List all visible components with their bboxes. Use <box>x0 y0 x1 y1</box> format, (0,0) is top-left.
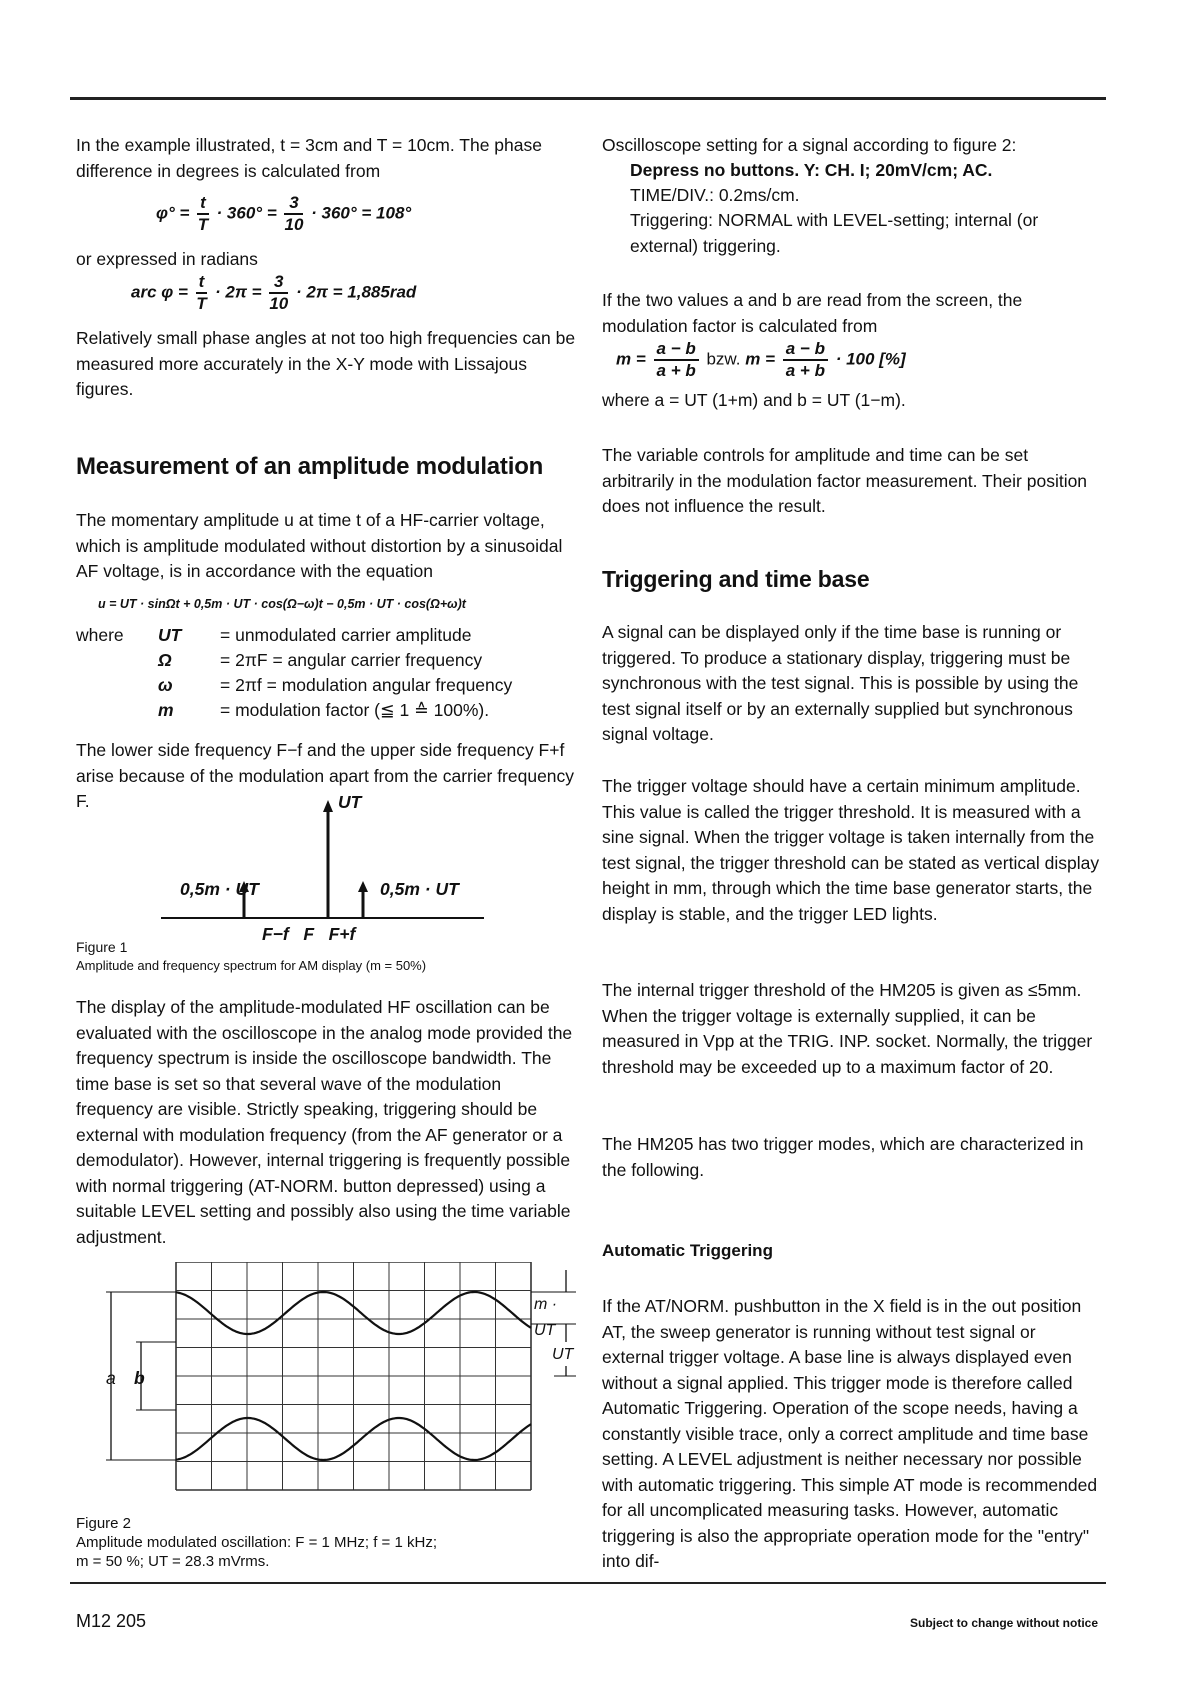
definition-symbol: m <box>158 700 174 720</box>
trigger-paragraph-1: A signal can be displayed only if the time base is running or triggered. To produce a stationary display, triggering must be synchronous with the test signal. This is possible by using the test signal itself or by an externally supplied but synchronous signal voltage. <box>602 622 1079 744</box>
definition-symbol: ω <box>158 675 173 695</box>
display-paragraph: The display of the amplitude-modulated HF oscillation can be evaluated with the oscilloscope in the analog mode provided the frequency spectrum is inside the oscilloscope bandwidth. The time base is set so that several wave of the modulation frequency are visible. Strictly speaking, triggering should be external with modulation frequency (from the AF generator or a demodulator). However, internal triggering is frequently possible with normal triggering (AT-NORM. button depressed) using a suitable LEVEL setting and possibly also using the time variable adjustment. <box>76 997 573 1247</box>
definition-symbol: UT <box>158 625 182 645</box>
figure-2-caption: Amplitude modulated oscillation: F = 1 MHz; f = 1 kHz; <box>76 1534 437 1551</box>
figure-1-title: Figure 1 <box>76 939 128 955</box>
label-m-ut: m · UT <box>534 1296 558 1339</box>
setting-intro: Oscilloscope setting for a signal according to figure 2: <box>602 135 1017 155</box>
eq-lhs: φ° <box>156 203 175 223</box>
fraction-t-over-T: $\frac{t}{T}$ <box>197 193 209 234</box>
definitions-table <box>158 623 518 723</box>
figure-2-title: Figure 2 <box>76 1515 132 1532</box>
fraction-3-over-10: $\frac{3}{10}$ <box>284 193 304 234</box>
sideband-paragraph: The lower side frequency F−f and the upper side frequency F+f arise because of the modulation apart from the carrier frequency F. <box>76 740 575 811</box>
definition-text: = 2πf = modulation angular frequency <box>220 675 513 695</box>
equation-degrees: φ° = $\frac{t}{T}$ · 360° = $\frac{3}{10}$ · 360° = 108° <box>156 193 412 234</box>
radians-label: or expressed in radians <box>76 249 258 269</box>
figure-1-caption: Amplitude and frequency spectrum for AM display (m = 50%) <box>76 958 427 973</box>
figure-2 <box>76 1262 576 1570</box>
bottom-rule <box>70 1582 1106 1584</box>
definition-text: = unmodulated carrier amplitude <box>220 625 472 645</box>
upper-sideband-arrow <box>358 881 368 892</box>
definition-text: = 2πF = angular carrier frequency <box>220 650 483 670</box>
definition-row <box>158 648 518 673</box>
top-rule <box>70 97 1106 100</box>
am-equation: u = UT · sinΩt + 0,5m · UT · cos(Ω−ω)t − 0,5m · UT · cos(Ω+ω)t <box>98 597 466 611</box>
automatic-triggering-paragraph: If the AT/NORM. pushbutton in the X field is in the out position AT, the sweep generator is running without test signal or external trigger voltage. A base line is always displayed even without a signal applied. This trigger mode is therefore called Automatic Triggering. Operation of the scope needs, having a constantly visible trace, only a correct amplitude and time base setting. A LEVEL adjustment is neither necessary nor possible with automatic triggering. This simple AT mode is recommended for all uncomplicated measuring tasks. However, automatic triggering is also the appropriate operation mode for the "entry" into dif- <box>602 1296 1098 1571</box>
definition-text: = modulation factor (≦ 1 ≙ 100%). <box>220 700 490 720</box>
lower-sideband-label: 0,5m · UT <box>180 879 259 899</box>
setting-line-1: Depress no buttons. Y: CH. I; 20mV/cm; AC. <box>630 160 993 180</box>
heading-automatic-triggering: Automatic Triggering <box>602 1241 773 1260</box>
upper-sideband-label: 0,5m · UT <box>380 879 459 899</box>
carrier-arrow <box>323 800 333 812</box>
trigger-paragraph-3: The internal trigger threshold of the HM205 is given as ≤5mm. When the trigger voltage is externally supplied, it can be measured in Vpp at the TRIG. INP. socket. Normally, the trigger threshold may be exceeded up to a maximum factor of 20. <box>602 980 1093 1077</box>
page-number: M12 205 <box>76 1611 147 1631</box>
carrier-label: UT <box>338 792 362 812</box>
definition-row <box>158 623 518 648</box>
figure-1 <box>76 790 576 975</box>
where-label: where <box>76 625 124 645</box>
phase-note: Relatively small phase angles at not too high frequencies can be measured more accurately in the X-Y mode with Lissajous figures. <box>76 328 576 399</box>
label-b: b <box>134 1368 145 1388</box>
heading-amplitude-modulation: Measurement of an amplitude modulation <box>76 453 544 480</box>
figure-2-oscillogram <box>76 1262 576 1512</box>
label-a: a <box>106 1368 116 1388</box>
where-ab: where a = UT (1+m) and b = UT (1−m). <box>602 390 906 410</box>
change-notice: Subject to change without notice <box>910 1616 1099 1630</box>
equation-radians: arc φ = $\frac{t}{T}$ · 2π = $\frac{3}{10}$ · 2π = 1,885rad <box>131 272 417 313</box>
definition-row <box>158 673 518 698</box>
trigger-paragraph-4: The HM205 has two trigger modes, which are characterized in the following. <box>602 1134 1084 1180</box>
setting-line-3: Triggering: NORMAL with LEVEL-setting; internal (or external) triggering. <box>630 210 1039 256</box>
modulation-paragraph: If the two values a and b are read from the screen, the modulation factor is calculated from <box>602 290 1023 336</box>
trigger-paragraph-2: The trigger voltage should have a certain minimum amplitude. This value is called the trigger threshold. It is measured with a sine signal. When the trigger voltage is taken internally from the test signal, the trigger threshold can be stated as vertical display height in mm, through which the time base generator starts, the display is stable, and the trigger LED lights. <box>602 776 1100 924</box>
figure-2-caption-2: m = 50 %; UT = 28.3 mVrms. <box>76 1553 270 1570</box>
frequency-axis-labels: F−f F F+f <box>262 924 356 944</box>
screen-grid <box>176 1262 531 1490</box>
modulation-factor-equation: m = $\frac{a - b}{a + b}$ bzw. m = $\frac{a - b}{a + b}$ · 100 [%] <box>616 339 906 380</box>
heading-triggering: Triggering and time base <box>602 566 870 592</box>
label-ut: UT <box>552 1346 574 1363</box>
definition-row <box>158 698 518 723</box>
definition-symbol: Ω <box>158 650 172 670</box>
variable-controls-paragraph: The variable controls for amplitude and time can be set arbitrarily in the modulation factor measurement. Their position does not influence the result. <box>602 445 1088 516</box>
intro-paragraph: In the example illustrated, t = 3cm and T = 10cm. The phase difference in degrees is calculated from <box>76 135 542 181</box>
setting-line-2: TIME/DIV.: 0.2ms/cm. <box>630 185 800 205</box>
am-paragraph: The momentary amplitude u at time t of a HF-carrier voltage, which is amplitude modulated without distortion by a sinusoidal AF voltage, is in accordance with the equation <box>76 510 563 581</box>
